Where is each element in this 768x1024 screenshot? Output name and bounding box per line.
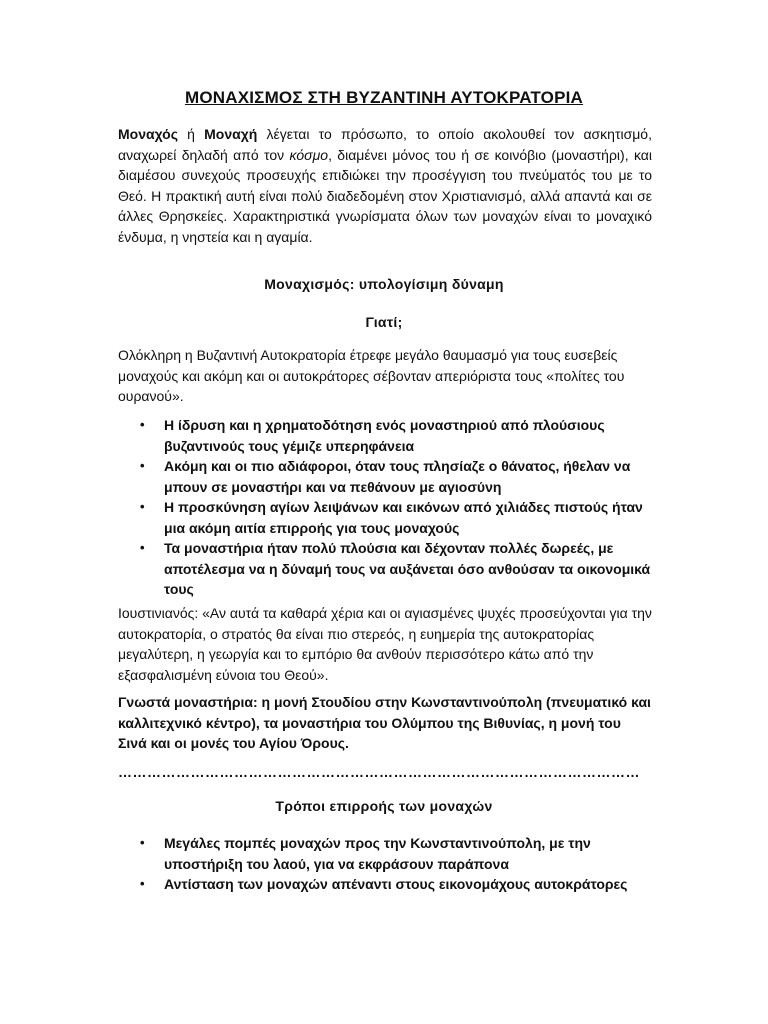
justinian-quote: Ιουστινιανός: «Αν αυτά τα καθαρά χέρια και οι αγιασμένες ψυχές προσεύχονται για την αυτοκρατορία, ο στρατός θα είναι πιο στερεός, η ευημερία της αυτοκρατορίας μεγαλύτερη, η γεωργία και το εμπόριο θα ανθούν περισσότερο κάτω από την εξασφαλισμένη εύνοια του Θεού». [118,605,652,683]
bullet-icon: • [140,499,145,514]
reasons-list [118,415,652,600]
bullet-icon: • [140,417,145,432]
intro-kosmo: κόσμο [289,146,329,163]
list-item: • Τα μοναστήρια ήταν πολύ πλούσια και δέχονταν πολλές δωρεές, με αποτέλεσμα να η δύναμή τους να αυξάνεται όσο ανθούσαν τα οικονομικά τους [140,540,651,597]
bullet-icon: • [140,458,145,473]
list-item: • Η προσκύνηση αγίων λειψάνων και εικόνων από χιλιάδες πιστούς ήταν μια ακόμη αιτία επιρροής για τους μοναχούς [140,499,643,536]
section-heading-why: Γιατί; [365,314,403,330]
bullet-icon: • [140,835,145,850]
list-item: • Αντίσταση των μοναχών απέναντι στους εικονομάχους αυτοκράτορες [118,874,652,895]
bullet-icon: • [140,876,145,891]
term-connector: ή [178,126,205,142]
section-heading-influence: Τρόποι επιρροής των μοναχών [275,798,493,814]
intro-paragraph [118,124,652,248]
list-item: • Ακόμη και οι πιο αδιάφοροι, όταν τους πλησίαζε ο θάνατος, ήθελαν να μπουν σε μοναστήρι και να πεθάνουν με αγιοσύνη [140,458,631,495]
list-item: • Η ίδρυση και η χρηματοδότηση ενός μοναστηριού από πλούσιους βυζαντινούς τους γέμιζε υπερηφάνεια [140,417,605,454]
intro-text-1: λέγεται το πρόσωπο, το οποίο ακολουθεί τον ασκητισμό, αναχωρεί δηλαδή από τον [118,126,652,163]
intro-text-2: , διαμένει μόνος του ή σε κοινόβιο (μοναστήρι), και διαμέσου συνεχούς προσευχής επιδιώκει την προσέγγιση του πνεύματός του με το Θεό. Η πρακτική αυτή είναι πολύ διαδεδομένη στον Χριστιανισμό, αλλά απαντά και σε άλλες Θρησκείες. Χαρακτηριστικά γνωρίσματα όλων των μοναχών είναι το μοναχικό ένδυμα, η νηστεία και η αγαμία. [118,146,652,245]
term-monk: Μοναχός [118,126,178,142]
bullet-icon: • [140,540,145,555]
known-monasteries: Γνωστά μοναστήρια: η μονή Στουδίου στην Κωνσταντινούπολη (πνευματικό και καλλιτεχνικό κέντρο), τα μοναστήρια του Ολύμπου της Βιθυνίας, η μονή του Σινά και οι μονές του Αγίου Όρους. [118,694,651,752]
influence-list [118,833,652,895]
section-heading-power: Μοναχισμός: υπολογίσιμη δύναμη [264,276,504,292]
dotted-divider: ……………………………………………………………………………………………… [118,764,640,780]
document-title: ΜΟΝΑΧΙΣΜΟΣ ΣΤΗ ΒΥΖΑΝΤΙΝΗ ΑΥΤΟΚΡΑΤΟΡΙΑ [184,88,584,107]
term-nun: Μοναχή [204,126,258,142]
admiration-paragraph: Ολόκληρη η Βυζαντινή Αυτοκρατορία έτρεφε μεγάλο θαυμασμό για τους ευσεβείς μοναχούς και ακόμη και οι αυτοκράτορες σέβονταν απεριόριστα τους «πολίτες του ουρανού». [118,347,625,405]
list-item: • Μεγάλες πομπές μοναχών προς την Κωνσταντινούπολη, με την υποστήριξη του λαού, για να εκφράσουν παράπονα [140,835,591,872]
